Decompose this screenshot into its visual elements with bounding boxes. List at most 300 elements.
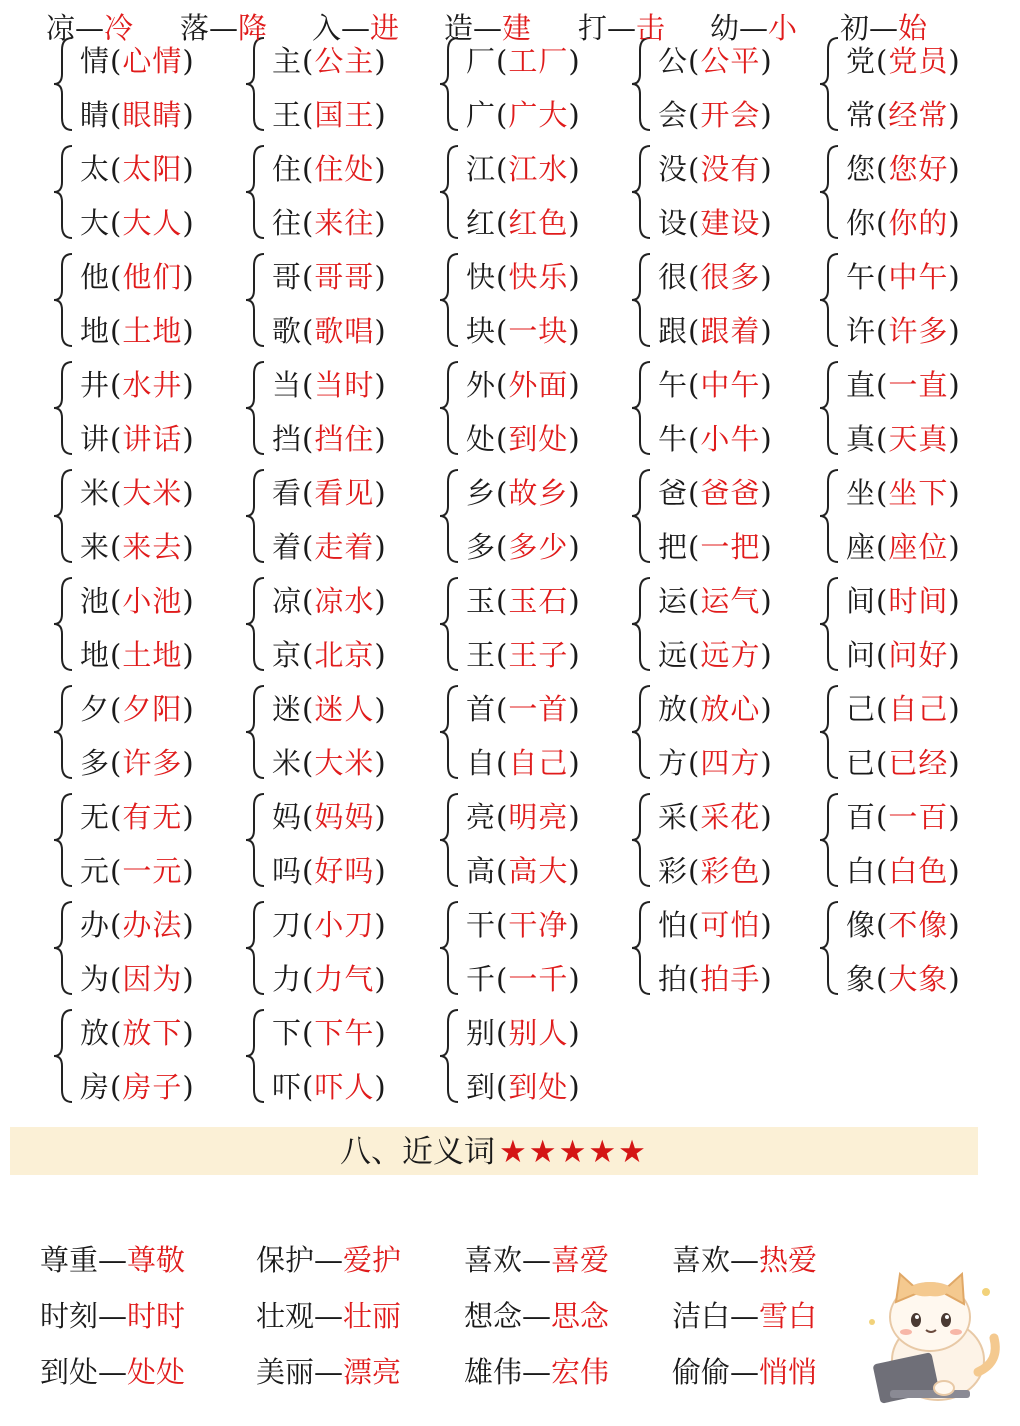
curly-brace-icon: [438, 468, 462, 564]
word-line: [272, 142, 387, 196]
curly-brace-icon: [244, 144, 268, 240]
close-paren: ): [568, 314, 581, 348]
dash: —: [341, 11, 371, 45]
example-word: 不像: [888, 908, 949, 942]
character: 地: [80, 638, 111, 672]
word-line: [658, 88, 773, 142]
open-paren: (: [496, 422, 509, 456]
open-paren: (: [110, 908, 123, 942]
word-line: [658, 844, 773, 898]
word-line: [80, 520, 195, 574]
close-paren: ): [182, 692, 195, 726]
synonym-pair: [312, 0, 399, 56]
synonym-match: 悄悄: [759, 1355, 818, 1389]
word-line: [272, 1006, 387, 1060]
close-paren: ): [182, 1016, 195, 1050]
close-paren: ): [374, 584, 387, 618]
character: 睛: [80, 98, 111, 132]
dash: —: [314, 1299, 344, 1333]
synonym-match: 建: [502, 11, 532, 45]
word-pair-group: [818, 678, 1003, 786]
close-paren: ): [374, 152, 387, 186]
character: 方: [658, 746, 689, 780]
character: 您: [846, 152, 877, 186]
open-paren: (: [688, 800, 701, 834]
word-line: [466, 412, 581, 466]
character: 厂: [466, 44, 497, 78]
word-line: [80, 250, 195, 304]
word-line: [466, 196, 581, 250]
synonym-word: 幼: [710, 11, 740, 45]
character: 挡: [272, 422, 303, 456]
close-paren: ): [182, 98, 195, 132]
character: 放: [658, 692, 689, 726]
curly-brace-icon: [818, 900, 842, 996]
synonym-pair: [256, 1288, 401, 1344]
open-paren: (: [688, 476, 701, 510]
synonym-match: 小: [768, 11, 798, 45]
close-paren: ): [374, 638, 387, 672]
open-paren: (: [110, 422, 123, 456]
curly-brace-icon: [818, 468, 842, 564]
word-pair-row: [0, 354, 1020, 462]
word-line: [80, 304, 195, 358]
word-line: [846, 88, 961, 142]
dash: —: [739, 11, 769, 45]
close-paren: ): [760, 638, 773, 672]
curly-brace-icon: [244, 900, 268, 996]
close-paren: ): [948, 314, 961, 348]
synonym-pair: [46, 0, 133, 56]
character: 白: [846, 854, 877, 888]
word-line: [466, 898, 581, 952]
word-line: [846, 142, 961, 196]
synonym-word: 时刻: [40, 1299, 99, 1333]
word-line: [80, 736, 195, 790]
character: 亮: [466, 800, 497, 834]
close-paren: ): [568, 206, 581, 240]
word-pair-row: [0, 462, 1020, 570]
close-paren: ): [568, 476, 581, 510]
open-paren: (: [110, 962, 123, 996]
example-word: 大米: [122, 476, 183, 510]
word-pair-row: [0, 1002, 1020, 1110]
word-pair-group: [438, 894, 623, 1002]
open-paren: (: [110, 1070, 123, 1104]
example-word: 已经: [888, 746, 949, 780]
synonym-match: 降: [238, 11, 268, 45]
open-paren: (: [302, 692, 315, 726]
close-paren: ): [374, 206, 387, 240]
close-paren: ): [760, 98, 773, 132]
word-line: [80, 682, 195, 736]
word-pair-group: [244, 1002, 429, 1110]
close-paren: ): [948, 638, 961, 672]
character: 池: [80, 584, 111, 618]
close-paren: ): [760, 854, 773, 888]
word-pair-row: [0, 678, 1020, 786]
open-paren: (: [876, 530, 889, 564]
word-pair-group: [438, 354, 623, 462]
open-paren: (: [496, 1016, 509, 1050]
character: 到: [466, 1070, 497, 1104]
word-pair-group: [630, 138, 815, 246]
example-word: 江水: [508, 152, 569, 186]
open-paren: (: [688, 746, 701, 780]
example-word: 小牛: [700, 422, 761, 456]
word-line: [466, 736, 581, 790]
character: 已: [846, 746, 877, 780]
close-paren: ): [568, 854, 581, 888]
character: 夕: [80, 692, 111, 726]
example-word: 明亮: [508, 800, 569, 834]
example-word: 走着: [314, 530, 375, 564]
example-word: 夕阳: [122, 692, 183, 726]
open-paren: (: [302, 314, 315, 348]
close-paren: ): [948, 692, 961, 726]
example-word: 爸爸: [700, 476, 761, 510]
curly-brace-icon: [818, 144, 842, 240]
word-pair-row: [0, 138, 1020, 246]
open-paren: (: [496, 530, 509, 564]
open-paren: (: [688, 44, 701, 78]
word-pair-group: [630, 462, 815, 570]
close-paren: ): [948, 800, 961, 834]
character: 牛: [658, 422, 689, 456]
synonym-pair: [256, 1344, 401, 1400]
character: 房: [80, 1070, 111, 1104]
character: 地: [80, 314, 111, 348]
open-paren: (: [302, 854, 315, 888]
word-pair-row: [0, 894, 1020, 1002]
open-paren: (: [110, 260, 123, 294]
curly-brace-icon: [818, 36, 842, 132]
character: 高: [466, 854, 497, 888]
synonym-pair: [444, 0, 531, 56]
close-paren: ): [374, 314, 387, 348]
close-paren: ): [568, 44, 581, 78]
open-paren: (: [496, 746, 509, 780]
synonym-word: 美丽: [256, 1355, 315, 1389]
example-word: 太阳: [122, 152, 183, 186]
example-word: 天真: [888, 422, 949, 456]
dash: —: [314, 1243, 344, 1277]
open-paren: (: [876, 854, 889, 888]
close-paren: ): [568, 800, 581, 834]
example-word: 凉水: [314, 584, 375, 618]
character: 办: [80, 908, 111, 942]
open-paren: (: [110, 1016, 123, 1050]
character: 快: [466, 260, 497, 294]
close-paren: ): [182, 260, 195, 294]
close-paren: ): [182, 638, 195, 672]
close-paren: ): [182, 584, 195, 618]
synonym-word: 想念: [464, 1299, 523, 1333]
open-paren: (: [496, 98, 509, 132]
synonym-pair: [180, 0, 267, 56]
word-pair-group: [630, 246, 815, 354]
curly-brace-icon: [630, 576, 654, 672]
example-word: 当时: [314, 368, 375, 402]
close-paren: ): [374, 692, 387, 726]
close-paren: ): [568, 962, 581, 996]
close-paren: ): [760, 260, 773, 294]
synonym-word: 落: [180, 11, 210, 45]
character: 下: [272, 1016, 303, 1050]
example-word: 国王: [314, 98, 375, 132]
word-pair-group: [630, 570, 815, 678]
synonym-pair: [840, 0, 927, 56]
open-paren: (: [876, 476, 889, 510]
synonym-word: 造: [444, 11, 474, 45]
character: 米: [80, 476, 111, 510]
close-paren: ): [568, 152, 581, 186]
open-paren: (: [688, 152, 701, 186]
dash: —: [75, 11, 105, 45]
word-line: [466, 358, 581, 412]
open-paren: (: [302, 368, 315, 402]
synonym-word: 打: [578, 11, 608, 45]
curly-brace-icon: [438, 1008, 462, 1104]
curly-brace-icon: [438, 576, 462, 672]
example-word: 一百: [888, 800, 949, 834]
word-line: [658, 412, 773, 466]
open-paren: (: [876, 314, 889, 348]
example-word: 力气: [314, 962, 375, 996]
example-word: 故乡: [508, 476, 569, 510]
close-paren: ): [374, 1070, 387, 1104]
character: 采: [658, 800, 689, 834]
example-word: 哥哥: [314, 260, 375, 294]
example-word: 一首: [508, 692, 569, 726]
example-word: 北京: [314, 638, 375, 672]
character: 当: [272, 368, 303, 402]
example-word: 彩色: [700, 854, 761, 888]
example-word: 大人: [122, 206, 183, 240]
character: 己: [846, 692, 877, 726]
word-line: [272, 304, 387, 358]
word-line: [846, 358, 961, 412]
close-paren: ): [948, 368, 961, 402]
word-pair-group: [52, 246, 237, 354]
word-line: [466, 520, 581, 574]
close-paren: ): [948, 206, 961, 240]
word-pair-group: [244, 894, 429, 1002]
synonym-match: 宏伟: [551, 1355, 610, 1389]
open-paren: (: [302, 44, 315, 78]
word-line: [846, 250, 961, 304]
character: 拍: [658, 962, 689, 996]
curly-brace-icon: [438, 360, 462, 456]
open-paren: (: [876, 368, 889, 402]
example-word: 快乐: [508, 260, 569, 294]
curly-brace-icon: [52, 360, 76, 456]
close-paren: ): [760, 314, 773, 348]
open-paren: (: [496, 854, 509, 888]
character: 间: [846, 584, 877, 618]
dash: —: [209, 11, 239, 45]
close-paren: ): [182, 44, 195, 78]
word-line: [80, 196, 195, 250]
open-paren: (: [110, 98, 123, 132]
synonym-match: 冷: [104, 11, 134, 45]
character: 远: [658, 638, 689, 672]
word-line: [846, 304, 961, 358]
character: 无: [80, 800, 111, 834]
word-line: [846, 574, 961, 628]
word-line: [466, 304, 581, 358]
character: 午: [658, 368, 689, 402]
character: 着: [272, 530, 303, 564]
word-pair-group: [52, 138, 237, 246]
example-word: 远方: [700, 638, 761, 672]
close-paren: ): [760, 746, 773, 780]
character: 别: [466, 1016, 497, 1050]
close-paren: ): [760, 962, 773, 996]
open-paren: (: [302, 1016, 315, 1050]
word-pair-group: [438, 138, 623, 246]
word-pair-group: [818, 786, 1003, 894]
synonym-word: 偷偷: [672, 1355, 731, 1389]
word-pair-group: [438, 570, 623, 678]
synonym-word: 初: [840, 11, 870, 45]
curly-brace-icon: [52, 1008, 76, 1104]
open-paren: (: [496, 584, 509, 618]
word-line: [846, 844, 961, 898]
word-pair-group: [52, 1002, 237, 1110]
open-paren: (: [688, 314, 701, 348]
word-line: [846, 898, 961, 952]
character: 来: [80, 530, 111, 564]
close-paren: ): [760, 368, 773, 402]
dash: —: [98, 1299, 128, 1333]
curly-brace-icon: [630, 684, 654, 780]
synonym-match: 尊敬: [127, 1243, 186, 1277]
example-word: 采花: [700, 800, 761, 834]
word-pair-group: [52, 894, 237, 1002]
character: 外: [466, 368, 497, 402]
open-paren: (: [876, 98, 889, 132]
word-line: [658, 466, 773, 520]
example-word: 一把: [700, 530, 761, 564]
close-paren: ): [182, 854, 195, 888]
synonym-pair: [40, 1232, 185, 1288]
word-line: [80, 412, 195, 466]
example-word: 大米: [314, 746, 375, 780]
word-pair-row: [0, 246, 1020, 354]
example-word: 问好: [888, 638, 949, 672]
character: 常: [846, 98, 877, 132]
word-line: [846, 520, 961, 574]
character: 直: [846, 368, 877, 402]
word-line: [846, 466, 961, 520]
close-paren: ): [374, 1016, 387, 1050]
curly-brace-icon: [52, 684, 76, 780]
open-paren: (: [496, 1070, 509, 1104]
word-line: [466, 628, 581, 682]
close-paren: ): [374, 44, 387, 78]
word-line: [466, 142, 581, 196]
close-paren: ): [948, 584, 961, 618]
open-paren: (: [876, 44, 889, 78]
curly-brace-icon: [244, 576, 268, 672]
synonym-match: 时时: [127, 1299, 186, 1333]
character: 许: [846, 314, 877, 348]
example-word: 外面: [508, 368, 569, 402]
close-paren: ): [760, 584, 773, 618]
character: 坐: [846, 476, 877, 510]
close-paren: ): [760, 800, 773, 834]
open-paren: (: [688, 908, 701, 942]
character: 玉: [466, 584, 497, 618]
word-line: [658, 682, 773, 736]
character: 红: [466, 206, 497, 240]
synonym-pair: [578, 0, 665, 56]
curly-brace-icon: [52, 144, 76, 240]
close-paren: ): [182, 962, 195, 996]
character: 首: [466, 692, 497, 726]
example-word: 经常: [888, 98, 949, 132]
word-line: [272, 250, 387, 304]
dash: —: [314, 1355, 344, 1389]
character: 王: [272, 98, 303, 132]
example-word: 可怕: [700, 908, 761, 942]
close-paren: ): [182, 314, 195, 348]
open-paren: (: [876, 800, 889, 834]
close-paren: ): [948, 962, 961, 996]
example-word: 许多: [122, 746, 183, 780]
close-paren: ): [182, 800, 195, 834]
curly-brace-icon: [52, 252, 76, 348]
character: 王: [466, 638, 497, 672]
word-line: [466, 844, 581, 898]
close-paren: ): [568, 584, 581, 618]
example-word: 座位: [888, 530, 949, 564]
close-paren: ): [374, 962, 387, 996]
synonym-match: 进: [370, 11, 400, 45]
word-line: [272, 952, 387, 1006]
dash: —: [869, 11, 899, 45]
word-line: [80, 1060, 195, 1114]
word-pair-group: [438, 462, 623, 570]
dash: —: [522, 1299, 552, 1333]
example-word: 房子: [122, 1070, 183, 1104]
open-paren: (: [496, 692, 509, 726]
example-word: 讲话: [122, 422, 183, 456]
word-pair-group: [818, 246, 1003, 354]
character: 凉: [272, 584, 303, 618]
open-paren: (: [302, 530, 315, 564]
curly-brace-icon: [52, 468, 76, 564]
curly-brace-icon: [244, 792, 268, 888]
open-paren: (: [302, 638, 315, 672]
word-line: [466, 574, 581, 628]
synonym-pair: [464, 1288, 609, 1344]
close-paren: ): [568, 98, 581, 132]
word-line: [272, 196, 387, 250]
example-word: 看见: [314, 476, 375, 510]
word-line: [846, 790, 961, 844]
open-paren: (: [302, 152, 315, 186]
character: 自: [466, 746, 497, 780]
word-pair-group: [630, 786, 815, 894]
close-paren: ): [948, 908, 961, 942]
close-paren: ): [182, 1070, 195, 1104]
close-paren: ): [374, 422, 387, 456]
word-line: [272, 844, 387, 898]
curly-brace-icon: [818, 360, 842, 456]
curly-brace-icon: [630, 468, 654, 564]
